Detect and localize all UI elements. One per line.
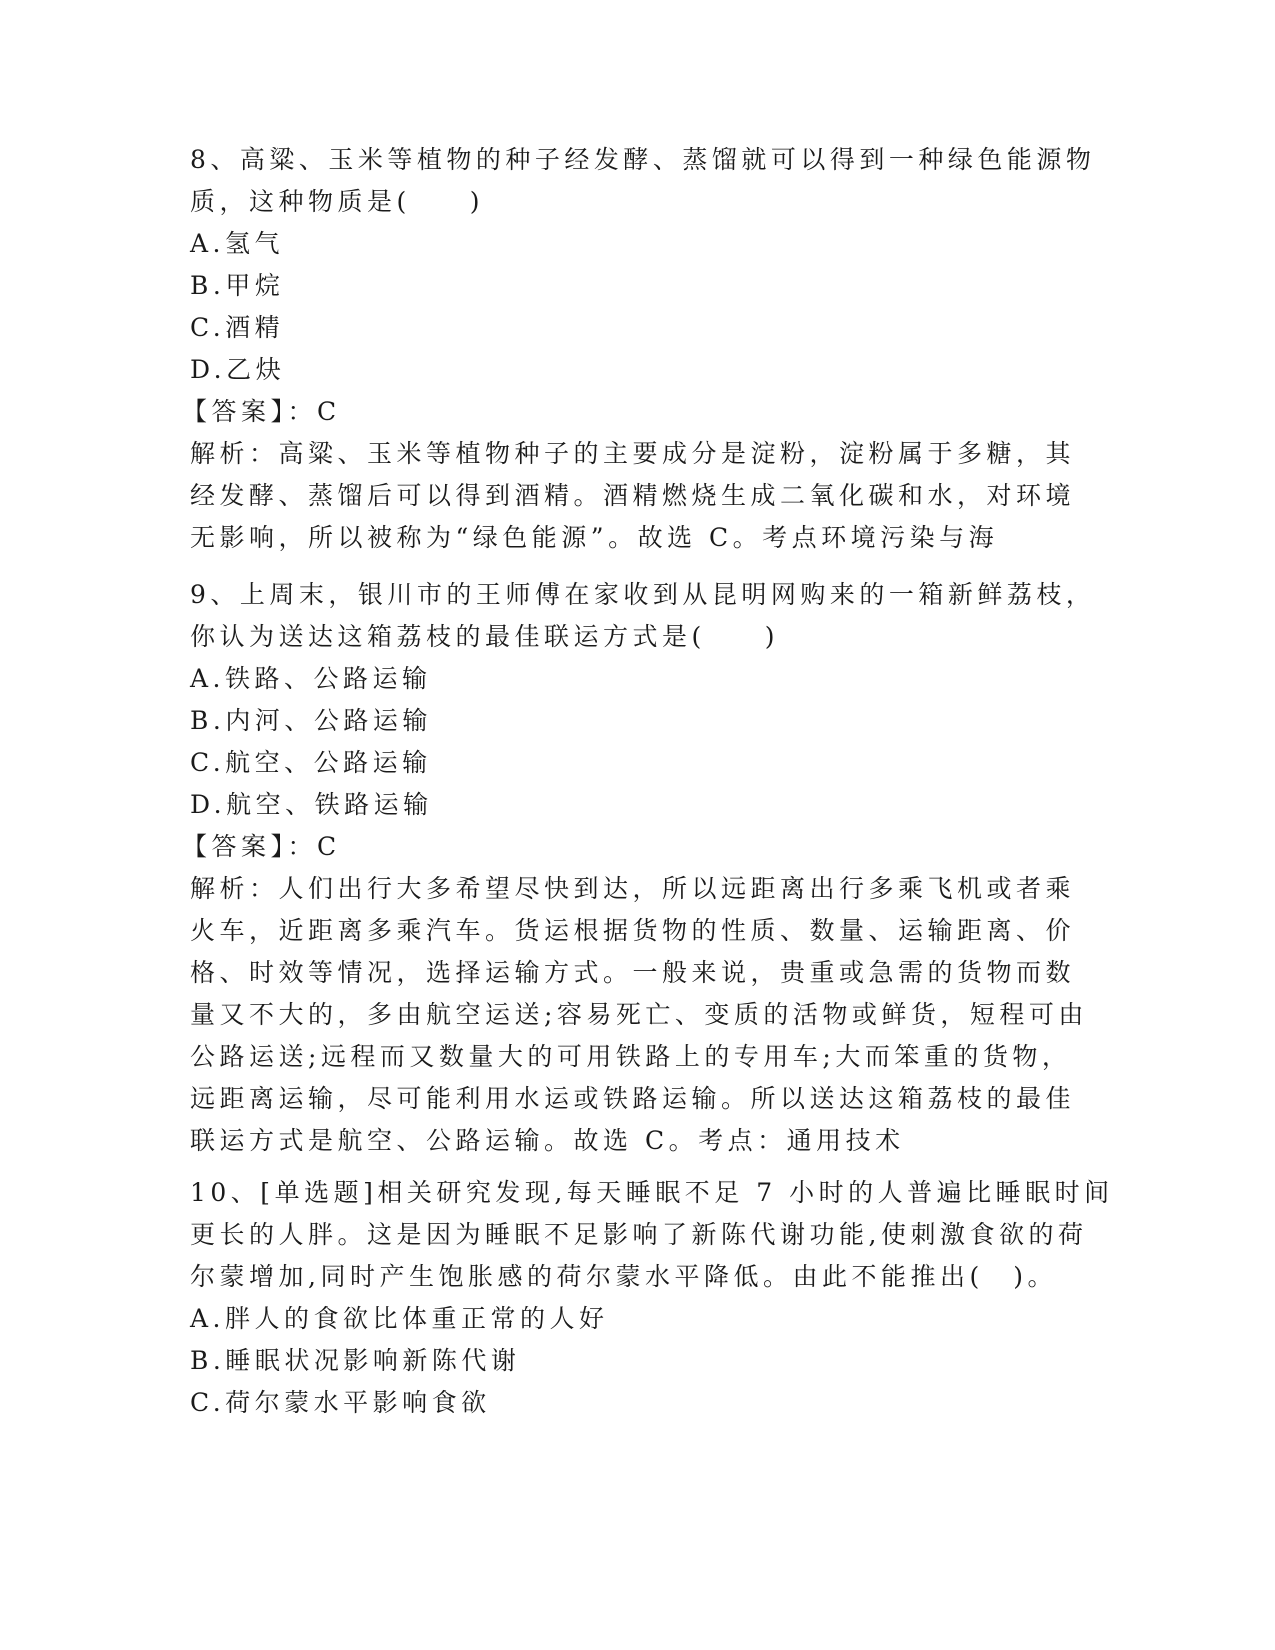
analysis-line: 无影响，所以被称为“绿色能源”。故选 C。考点环境污染与海 [190, 523, 999, 552]
analysis-line: 格、时效等情况，选择运输方式。一般来说，贵重或急需的货物而数 [190, 958, 1076, 987]
analysis-line: 公路运送;远程而又数量大的可用铁路上的专用车;大而笨重的货物， [190, 1042, 1072, 1071]
analysis-line: 联运方式是航空、公路运输。故选 C。考点：通用技术 [190, 1126, 905, 1155]
analysis-line: 解析：高粱、玉米等植物种子的主要成分是淀粉，淀粉属于多糖，其 [190, 439, 1076, 468]
analysis-line: 火车，近距离多乘汽车。货运根据货物的性质、数量、运输距离、价 [190, 916, 1076, 945]
option-a: A.铁路、公路运输 [190, 664, 432, 693]
option-c: C.酒精 [190, 313, 285, 342]
question-stem-line: 8、高粱、玉米等植物的种子经发酵、蒸馏就可以得到一种绿色能源物 [190, 145, 1096, 174]
question-stem-line: 你认为送达这箱荔枝的最佳联运方式是( ) [190, 622, 780, 651]
option-d: D.航空、铁路运输 [190, 790, 433, 819]
question-stem-line: 9、上周末，银川市的王师傅在家收到从昆明网购来的一箱新鲜荔枝， [190, 580, 1096, 609]
option-d: D.乙炔 [190, 355, 286, 384]
option-c: C.航空、公路运输 [190, 748, 432, 777]
question-stem-line: 尔蒙增加,同时产生饱胀感的荷尔蒙水平降低。由此不能推出( )。 [190, 1262, 1057, 1291]
option-b: B.甲烷 [190, 271, 285, 300]
answer-line: 【答案】：C [182, 832, 341, 861]
option-c: C.荷尔蒙水平影响食欲 [190, 1388, 491, 1417]
answer-line: 【答案】：C [182, 397, 341, 426]
analysis-line: 解析：人们出行大多希望尽快到达，所以远距离出行多乘飞机或者乘 [190, 874, 1076, 903]
question-stem-line: 更长的人胖。这是因为睡眠不足影响了新陈代谢功能,使刺激食欲的荷 [190, 1220, 1088, 1249]
analysis-line: 经发酵、蒸馏后可以得到酒精。酒精燃烧生成二氧化碳和水，对环境 [190, 481, 1076, 510]
option-b: B.内河、公路运输 [190, 706, 432, 735]
question-stem-line: 10、[单选题]相关研究发现,每天睡眠不足 7 小时的人普遍比睡眠时间 [190, 1178, 1114, 1207]
question-stem-line: 质，这种物质是( ) [190, 187, 485, 216]
analysis-line: 量又不大的，多由航空运送;容易死亡、变质的活物或鲜货，短程可由 [190, 1000, 1088, 1029]
analysis-line: 远距离运输，尽可能利用水运或铁路运输。所以送达这箱荔枝的最佳 [190, 1084, 1076, 1113]
option-a: A.氢气 [190, 229, 285, 258]
option-b: B.睡眠状况影响新陈代谢 [190, 1346, 521, 1375]
option-a: A.胖人的食欲比体重正常的人好 [190, 1304, 609, 1333]
